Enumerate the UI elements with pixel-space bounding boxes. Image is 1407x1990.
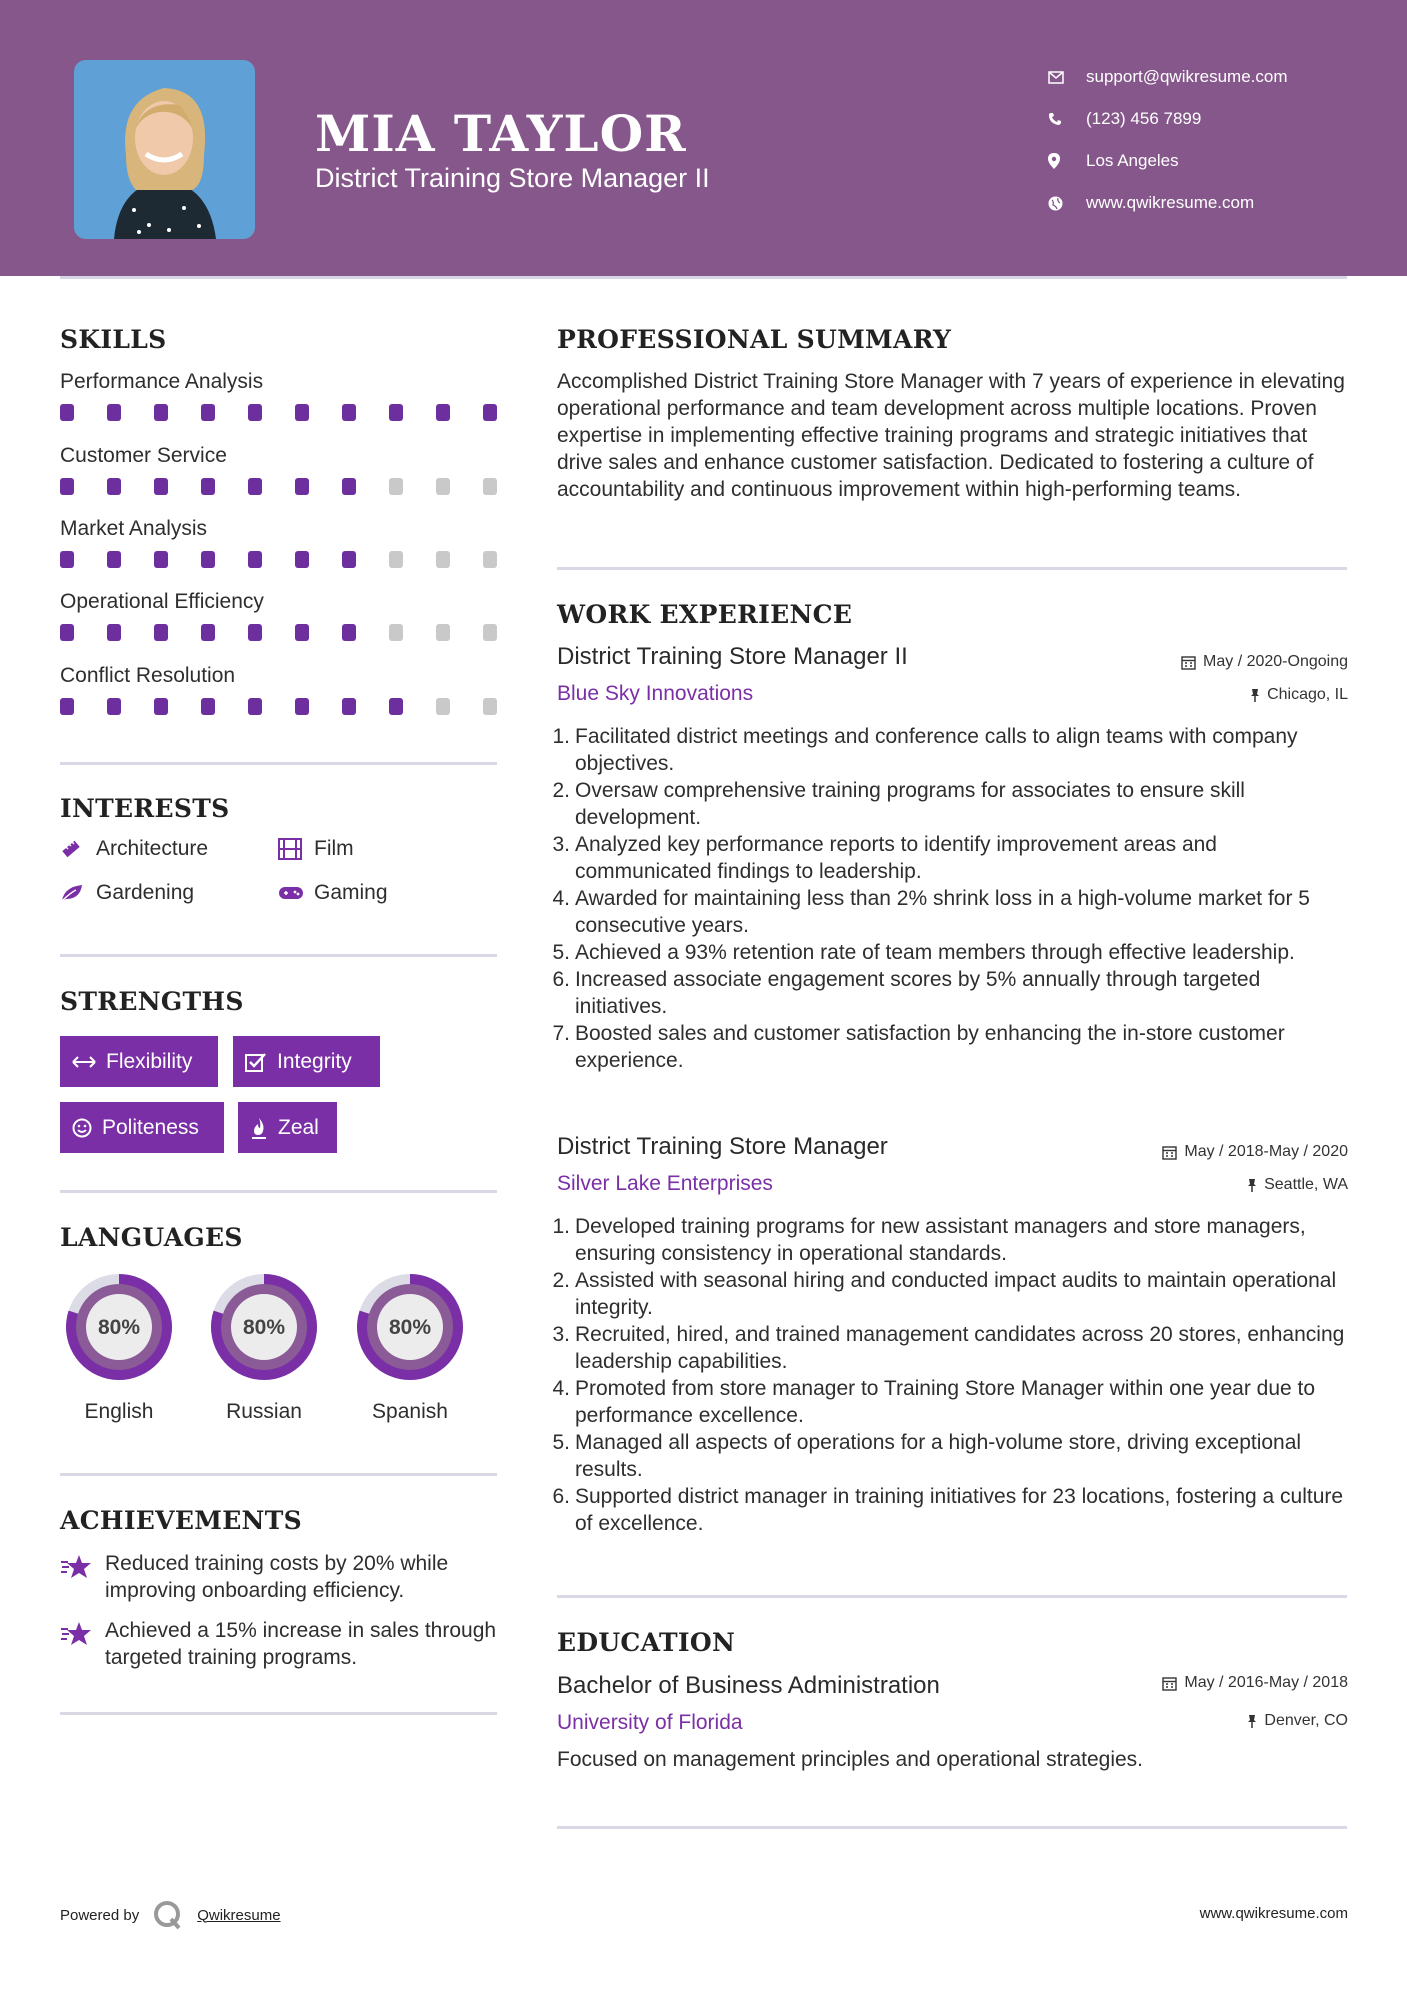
rating-dot-filled [107,404,121,421]
rating-dot-filled [342,551,356,568]
gamepad-icon [278,885,314,901]
skill-label: Operational Efficiency [60,590,264,613]
job-bullet-text: Analyzed key performance reports to identify improvement areas and communicated findings to leadership. [575,833,1217,883]
achievement-text: Achieved a 15% increase in sales through targeted training programs. [105,1619,497,1669]
section-divider [557,1826,1347,1829]
job-bullet: 6. Supported district manager in training initiatives for 23 locations, fostering a culture of excellence. [557,1483,1347,1537]
profile-photo [74,60,255,239]
rating-dot-filled [201,404,215,421]
skill-rating [60,551,497,568]
education-location [1247,1712,1348,1730]
rating-dot-filled [60,404,74,421]
rating-dot-filled [248,551,262,568]
rating-dot-empty [436,551,450,568]
rating-dot-empty [389,478,403,495]
section-divider [60,1473,497,1476]
interest-label: Architecture [96,837,209,860]
education-school: University of Florida [557,1711,743,1734]
contact-email-text: support@qwikresume.com [1086,67,1288,86]
strength-label: Flexibility [106,1049,193,1073]
contact-info [1048,56,1368,224]
rating-dot-filled [201,698,215,715]
job-bullet-text: Assisted with seasonal hiring and conducted impact audits to maintain operational integrity. [575,1269,1337,1319]
rating-dot-filled [154,698,168,715]
rating-dot-filled [201,478,215,495]
rating-dot-filled [295,698,309,715]
job-company: Blue Sky Innovations [557,682,754,705]
rating-dot-filled [107,624,121,641]
strengths-title: STRENGTHS [60,987,244,1016]
arrows-horizontal-icon [72,1056,96,1068]
rating-dot-filled [295,551,309,568]
interest-item [60,837,208,861]
language-item [203,1266,325,1424]
rating-dot-filled [295,404,309,421]
skill-item [60,660,500,715]
skill-label: Customer Service [60,444,227,467]
skill-rating [60,478,497,495]
rating-dot-filled [154,624,168,641]
rating-dot-filled [60,551,74,568]
language-ring [349,1266,471,1388]
strength-badge [60,1102,224,1153]
rating-dot-filled [295,624,309,641]
footer-powered-by [60,1900,281,1930]
education-dates [1162,1674,1348,1692]
job-bullet: 4. Promoted from store manager to Training Store Manager within one year due to performance excellence. [557,1375,1347,1429]
candidate-role: District Training Store Manager II [315,163,710,193]
job-bullet: 2. Assisted with seasonal hiring and conducted impact audits to maintain operational integrity. [557,1267,1347,1321]
interest-item [278,881,388,905]
strength-badge [233,1036,380,1087]
globe-icon [1048,196,1086,211]
achievement-text: Reduced training costs by 20% while improving onboarding efficiency. [105,1552,449,1602]
rating-dot-filled [248,698,262,715]
skill-rating [60,698,497,715]
job-bullet-text: Increased associate engagement scores by 5% annually through targeted initiatives. [575,968,1261,1018]
education-dates-text: May / 2016-May / 2018 [1184,1674,1348,1691]
pushpin-icon [1247,1714,1257,1729]
job-bullet-text: Promoted from store manager to Training Store Manager within one year due to performance excellence. [575,1377,1316,1427]
job-location [1247,1176,1348,1194]
rating-dot-filled [483,404,497,421]
job-bullet: 5. Achieved a 93% retention rate of team members through effective leadership. [552,941,1295,964]
ruler-pencil-icon [60,838,96,860]
achievement-item [60,1617,500,1671]
phone-icon [1048,112,1086,126]
summary-text: Accomplished District Training Store Manager with 7 years of experience in elevating operational performance and team development across multiple locations. Proven expertise in implementing effective training programs and strategic initiatives that drive sales and enhance customer satisfaction. Dedicated to fostering a culture of accountability and continuous improvement within high-performing teams. [557,370,1345,501]
rating-dot-empty [389,551,403,568]
rating-dot-empty [436,624,450,641]
language-percent: 80% [388,1316,432,1339]
rating-dot-empty [436,698,450,715]
job-bullet-text: Recruited, hired, and trained management candidates across 20 stores, enhancing leadership capabilities. [575,1323,1345,1373]
rating-dot-empty [436,478,450,495]
fire-icon [250,1117,268,1139]
rating-dot-filled [389,404,403,421]
job-bullet-text: Facilitated district meetings and conference calls to align teams with company objectives. [575,725,1298,775]
contact-location-text: Los Angeles [1086,151,1179,170]
strength-badge [60,1036,218,1087]
rating-dot-empty [389,624,403,641]
job-bullet-text: Awarded for maintaining less than 2% shrink loss in a high-volume market for 5 consecutive years. [575,887,1310,937]
footer-website[interactable]: www.qwikresume.com [1199,1905,1348,1922]
film-icon [278,838,314,860]
summary-title: PROFESSIONAL SUMMARY [557,325,952,354]
language-ring [203,1266,325,1388]
header-divider [60,276,1347,279]
rating-dot-filled [436,404,450,421]
education-location-text: Denver, CO [1264,1712,1348,1729]
rating-dot-filled [342,404,356,421]
powered-by-text: Powered by [60,1906,140,1924]
job-bullet: 3. Analyzed key performance reports to identify improvement areas and communicated findings to leadership. [557,831,1347,885]
rating-dot-empty [483,551,497,568]
rating-dot-filled [342,624,356,641]
language-ring [58,1266,180,1388]
achievement-item [60,1550,500,1604]
interest-item [278,837,354,861]
interest-item [60,881,194,905]
check-square-icon [245,1052,267,1072]
job-bullet: 3. Recruited, hired, and trained management candidates across 20 stores, enhancing leadership capabilities. [557,1321,1347,1375]
language-name: Spanish [372,1400,448,1423]
language-name: Russian [226,1400,302,1423]
rating-dot-filled [342,478,356,495]
rating-dot-filled [201,551,215,568]
rating-dot-filled [107,698,121,715]
contact-phone[interactable] [1048,98,1368,140]
star-icon [60,1550,105,1604]
language-percent: 80% [97,1316,141,1339]
rating-dot-filled [248,478,262,495]
job-bullet-text: Boosted sales and customer satisfaction by enhancing the in-store customer experience. [575,1022,1285,1072]
skill-label: Conflict Resolution [60,664,236,687]
rating-dot-filled [201,624,215,641]
contact-phone-text: (123) 456 7899 [1086,109,1202,128]
rating-dot-filled [154,478,168,495]
job-bullet: 7. Boosted sales and customer satisfaction by enhancing the in-store customer experience. [557,1020,1347,1074]
job-title: District Training Store Manager [557,1133,888,1160]
job-bullet: 2. Oversaw comprehensive training programs for associates to ensure skill development. [557,777,1347,831]
skills-title: SKILLS [60,325,167,354]
calendar-icon [1162,1145,1177,1160]
skill-rating [60,624,497,641]
rating-dot-empty [483,698,497,715]
rating-dot-filled [248,624,262,641]
smile-icon [72,1118,92,1138]
job-dates [1181,653,1348,671]
rating-dot-filled [60,478,74,495]
job-bullet-text: Managed all aspects of operations for a high-volume store, driving exceptional results. [575,1431,1302,1481]
leaf-icon [60,883,96,903]
job-dates [1162,1143,1348,1161]
contact-email[interactable] [1048,56,1368,98]
strength-badge [238,1102,337,1153]
job-bullet: 5. Managed all aspects of operations for a high-volume store, driving exceptional results. [557,1429,1347,1483]
language-name: English [84,1400,154,1423]
qwikresume-link[interactable]: Qwikresume [197,1906,281,1924]
section-divider [557,1595,1347,1598]
rating-dot-filled [295,478,309,495]
star-icon [60,1617,105,1671]
experience-title: WORK EXPERIENCE [557,600,853,629]
pushpin-icon [1250,688,1260,703]
job-bullet-text: Oversaw comprehensive training programs for associates to ensure skill development. [575,779,1245,829]
rating-dot-filled [107,551,121,568]
job-bullet: 1. Developed training programs for new assistant managers and store managers, ensuring consistency in operational standards. [557,1213,1347,1267]
section-divider [60,762,497,765]
job-dates-text: May / 2020-Ongoing [1203,653,1348,670]
skill-item [60,513,500,568]
achievements-title: ACHIEVEMENTS [60,1506,302,1535]
job-location [1250,686,1348,704]
resume-header [0,0,1407,276]
skill-item [60,440,500,495]
rating-dot-filled [154,551,168,568]
section-divider [60,954,497,957]
job-company: Silver Lake Enterprises [557,1172,773,1195]
job-bullets [552,723,1347,1074]
rating-dot-filled [154,404,168,421]
job-bullet-text: Supported district manager in training initiatives for 23 locations, fostering a culture of excellence. [575,1485,1344,1535]
education-title: EDUCATION [557,1628,736,1657]
strength-label: Zeal [278,1115,319,1139]
skill-item [60,366,500,421]
job-bullet-text: Achieved a 93% retention rate of team members through effective leadership. [575,941,1295,964]
section-divider [60,1190,497,1193]
job-bullet-text: Developed training programs for new assistant managers and store managers, ensuring consistency in operational standards. [575,1215,1306,1265]
candidate-name: MIA TAYLOR [315,104,687,163]
interests-title: INTERESTS [60,794,230,823]
interest-label: Gardening [96,881,195,904]
strength-label: Politeness [102,1115,199,1139]
section-divider [60,1712,497,1715]
language-item [349,1266,471,1424]
job-bullet: 4. Awarded for maintaining less than 2% shrink loss in a high-volume market for 5 consecutive years. [557,885,1347,939]
calendar-icon [1162,1676,1177,1691]
job-location-text: Seattle, WA [1264,1176,1348,1193]
languages-title: LANGUAGES [60,1223,243,1252]
skill-label: Performance Analysis [60,370,264,393]
skill-rating [60,404,497,421]
interest-label: Gaming [314,881,388,904]
contact-website[interactable] [1048,182,1368,224]
rating-dot-filled [389,698,403,715]
contact-location [1048,140,1368,182]
calendar-icon [1181,655,1196,670]
language-item [58,1266,180,1424]
interest-label: Film [314,837,354,860]
education-degree: Bachelor of Business Administration [557,1672,940,1699]
section-divider [557,567,1347,570]
skill-label: Market Analysis [60,517,208,540]
job-bullet: 1. Facilitated district meetings and conference calls to align teams with company objectives. [557,723,1347,777]
rating-dot-empty [483,478,497,495]
job-location-text: Chicago, IL [1267,686,1348,703]
job-bullets [552,1213,1347,1537]
qwikresume-logo-icon [153,1900,183,1930]
envelope-icon [1048,71,1086,84]
education-description: Focused on management principles and operational strategies. [557,1748,1144,1771]
job-bullet: 6. Increased associate engagement scores by 5% annually through targeted initiatives. [557,966,1347,1020]
map-pin-icon [1048,153,1086,169]
job-dates-text: May / 2018-May / 2020 [1184,1143,1348,1160]
rating-dot-filled [60,698,74,715]
rating-dot-filled [248,404,262,421]
job-title: District Training Store Manager II [557,643,908,670]
pushpin-icon [1247,1178,1257,1193]
contact-website-text: www.qwikresume.com [1086,193,1255,212]
strength-label: Integrity [277,1049,352,1073]
rating-dot-empty [483,624,497,641]
rating-dot-filled [107,478,121,495]
skill-item [60,586,500,641]
rating-dot-filled [60,624,74,641]
rating-dot-filled [342,698,356,715]
language-percent: 80% [242,1316,286,1339]
